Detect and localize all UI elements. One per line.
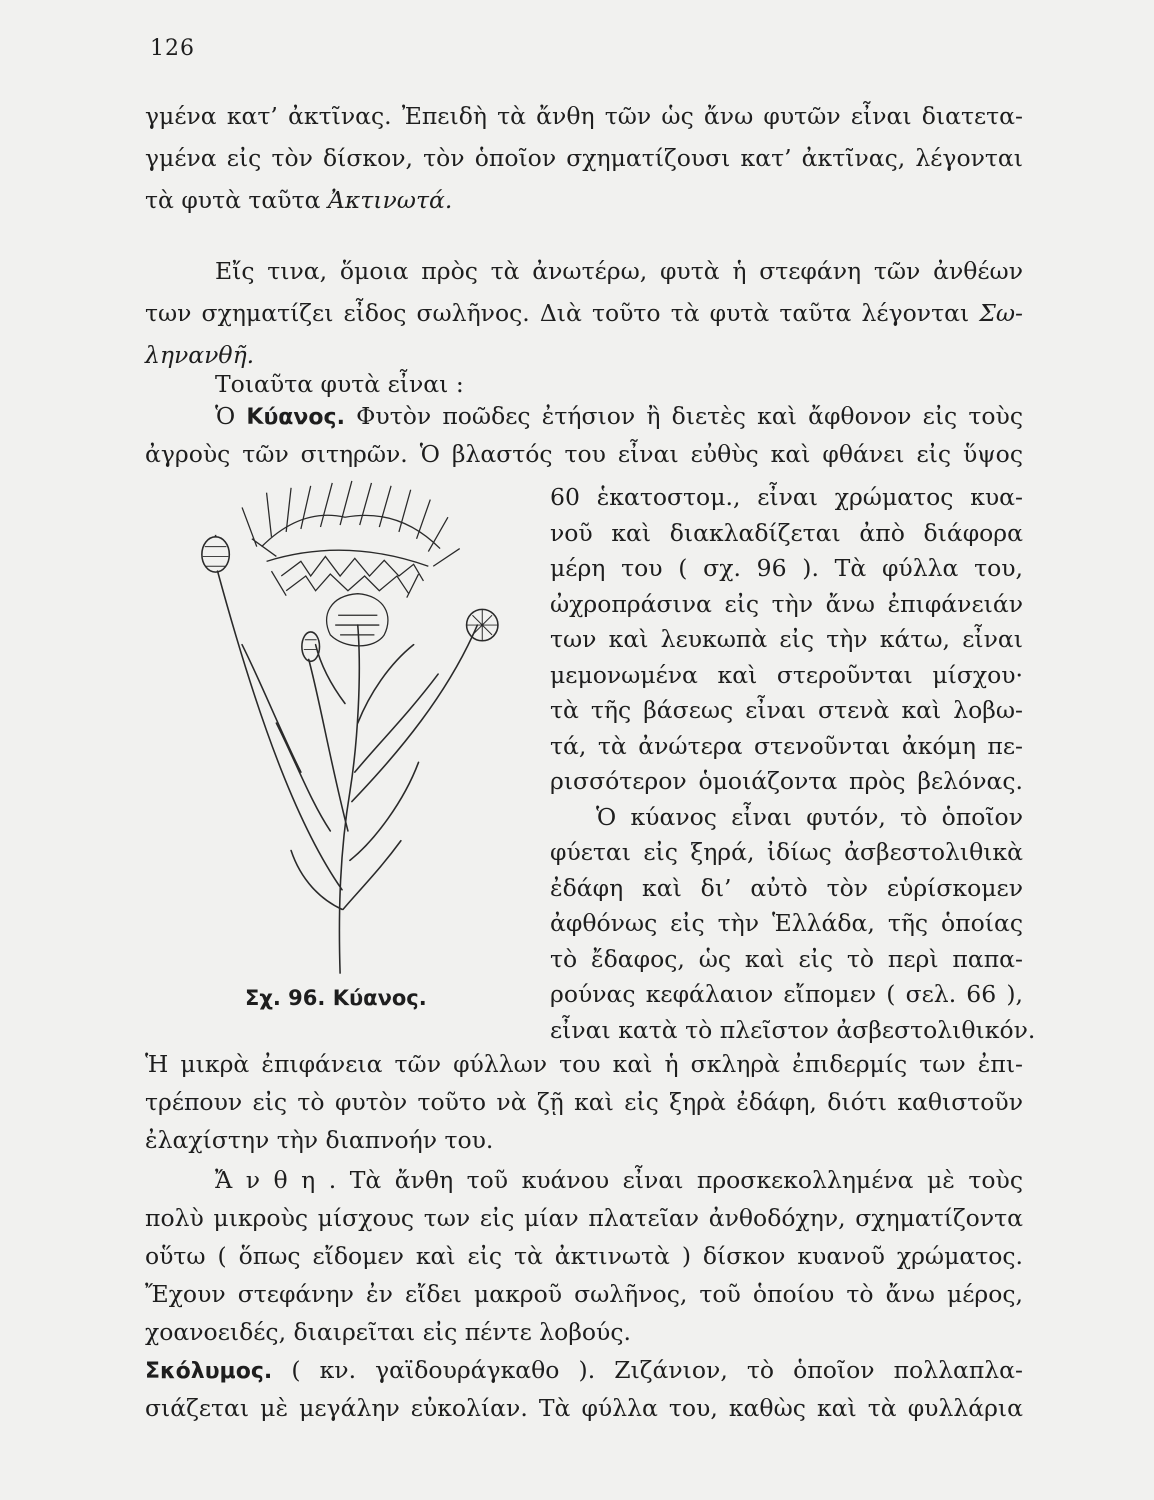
text-line: Ἔχουν στεφάνην ἐν εἴδει μακροῦ σωλῆνος, τοῦ ὁποίου τὸ ἄνω μέρος,: [145, 1280, 1023, 1308]
text-line: Ὁ Κύανος. Φυτὸν ποῶδες ἐτήσιον ἢ διετὲς καὶ ἄφθονον εἰς τοὺς: [215, 402, 1024, 430]
text-line: φύεται εἰς ξηρά, ἰδίως ἀσβεστολιθικὰ: [550, 838, 1023, 866]
text-line: τὸ ἔδαφος, ὡς καὶ εἰς τὸ περὶ παπα-: [550, 944, 1023, 973]
italic-term: Ἀκτινωτά.: [327, 186, 453, 214]
main-flowerhead: [242, 481, 460, 646]
text-line: γμένα εἰς τὸν δίσκον, τὸν ὁποῖον σχηματίζουσι κατ’ ἀκτῖνας, λέγονται: [145, 144, 1023, 172]
text-line: Σκόλυμος. ( κν. γαϊδουράγκαθο ). Ζιζάνιον, τὸ ὁποῖον πολλαπλα-: [145, 1356, 1023, 1384]
right-branch: [352, 625, 477, 801]
text-line: νοῦ καὶ διακλαδίζεται ἀπὸ διάφορα: [550, 518, 1023, 547]
heading-skolymos: Σκόλυμος.: [145, 1359, 273, 1384]
text-line: Ἡ μικρὰ ἐπιφάνεια τῶν φύλλων του καὶ ἡ σκληρὰ ἐπιδερμίς των ἐπι-: [145, 1050, 1023, 1078]
leaf: [242, 645, 301, 772]
text-line: ληνανθῆ.: [145, 341, 255, 369]
main-stem: [339, 625, 359, 973]
text-line: χοανοειδές, διαιρεῖται εἰς πέντε λοβούς.: [145, 1318, 631, 1346]
text-line: οὕτω ( ὅπως εἴδομεν καὶ εἰς τὰ ἀκτινωτὰ ) δίσκον κυανοῦ χρώματος.: [145, 1242, 1023, 1270]
text-line: τά, τὰ ἀνώτερα στενοῦνται ἀκόμη πε-: [550, 731, 1023, 760]
leaf: [358, 645, 414, 723]
text-line: μέρη του ( σχ. 96 ). Τὰ φύλλα του,: [550, 554, 1023, 582]
text-line: ἀφθόνως εἰς τὴν Ἑλλάδα, τῆς ὁποίας: [550, 909, 1023, 937]
leaf: [355, 674, 438, 772]
spaced-heading-anthi: Ἄ ν θ η .: [215, 1166, 337, 1194]
text-line: τρέπουν εἰς τὸ φυτὸν τοῦτο νὰ ζῇ καὶ εἰς ξηρὰ ἐδάφη, διότι καθιστοῦν: [145, 1088, 1023, 1116]
text-line: των σχηματίζει εἶδος σωλῆνος. Διὰ τοῦτο τὰ φυτὰ ταῦτα λέγονται Σω-: [145, 299, 1023, 327]
middle-branch: [309, 659, 348, 831]
leaf: [343, 841, 401, 910]
figure-caption: Σχ. 96. Κύανος.: [245, 986, 427, 1010]
text-line: πολὺ μικροὺς μίσχους των εἰς μίαν πλατεῖαν ἀνθοδόχην, σχηματίζοντα: [145, 1204, 1023, 1232]
text-line: των καὶ λευκωπὰ εἰς τὴν κάτω, εἶναι: [550, 625, 1023, 653]
text-line: εἶναι κατὰ τὸ πλεῖστον ἀσβεστολιθικόν.: [550, 1015, 1036, 1044]
text-line: Τοιαῦτα φυτὰ εἶναι :: [215, 370, 464, 398]
text-line: 60 ἑκατοστομ., εἶναι χρώματος κυα-: [550, 483, 1023, 511]
text-line: τὰ φυτὰ ταῦτα Ἀκτινωτά.: [145, 186, 453, 214]
text-line: γμένα κατ’ ἀκτῖνας. Ἐπειδὴ τὰ ἄνθη τῶν ὡς ἄνω φυτῶν εἶναι διατετα-: [145, 102, 1023, 130]
text-line: ρισσότερον ὁμοιάζοντα πρὸς βελόνας.: [550, 767, 1023, 795]
text-line: σιάζεται μὲ μεγάλην εὐκολίαν. Τὰ φύλλα του, καθὼς καὶ τὰ φυλλάρια: [145, 1394, 1023, 1422]
text-line: μεμονωμένα καὶ στεροῦνται μίσχου·: [550, 660, 1023, 689]
text-line: ἐδάφη καὶ δι’ αὐτὸ τὸν εὑρίσκομεν: [550, 873, 1023, 902]
text-line: Εἴς τινα, ὅμοια πρὸς τὰ ἀνωτέρω, φυτὰ ἡ στεφάνη τῶν ἀνθέων: [215, 257, 1023, 285]
text-line: ρούνας κεφάλαιον εἴπομεν ( σελ. 66 ),: [550, 980, 1023, 1008]
text-line: τὰ τῆς βάσεως εἶναι στενὰ καὶ λοβω-: [550, 696, 1023, 724]
text-line: Ἄ ν θ η . Τὰ ἄνθη τοῦ κυάνου εἶναι προσκεκολλημένα μὲ τοὺς: [215, 1166, 1023, 1194]
page-number: 126: [150, 36, 195, 61]
text-line: ἀγροὺς τῶν σιτηρῶν. Ὁ βλαστός του εἶναι εὐθὺς καὶ φθάνει εἰς ὕψος: [145, 440, 1023, 468]
italic-term: Σω-: [979, 299, 1023, 327]
leaf: [316, 645, 345, 704]
text-line: Ὁ κύανος εἶναι φυτόν, τὸ ὁποῖον: [596, 802, 1023, 831]
cornflower-illustration: [180, 478, 510, 978]
leaf: [291, 851, 342, 910]
right-flowerhead: [467, 609, 498, 640]
leaf: [350, 762, 419, 860]
left-bud: [202, 535, 229, 572]
text-line: ὠχροπράσινα εἰς τὴν ἄνω ἐπιφάνειάν: [550, 589, 1023, 618]
heading-kyanos: Κύανος.: [246, 405, 345, 430]
text-line: ἐλαχίστην τὴν διαπνοήν του.: [145, 1126, 494, 1154]
